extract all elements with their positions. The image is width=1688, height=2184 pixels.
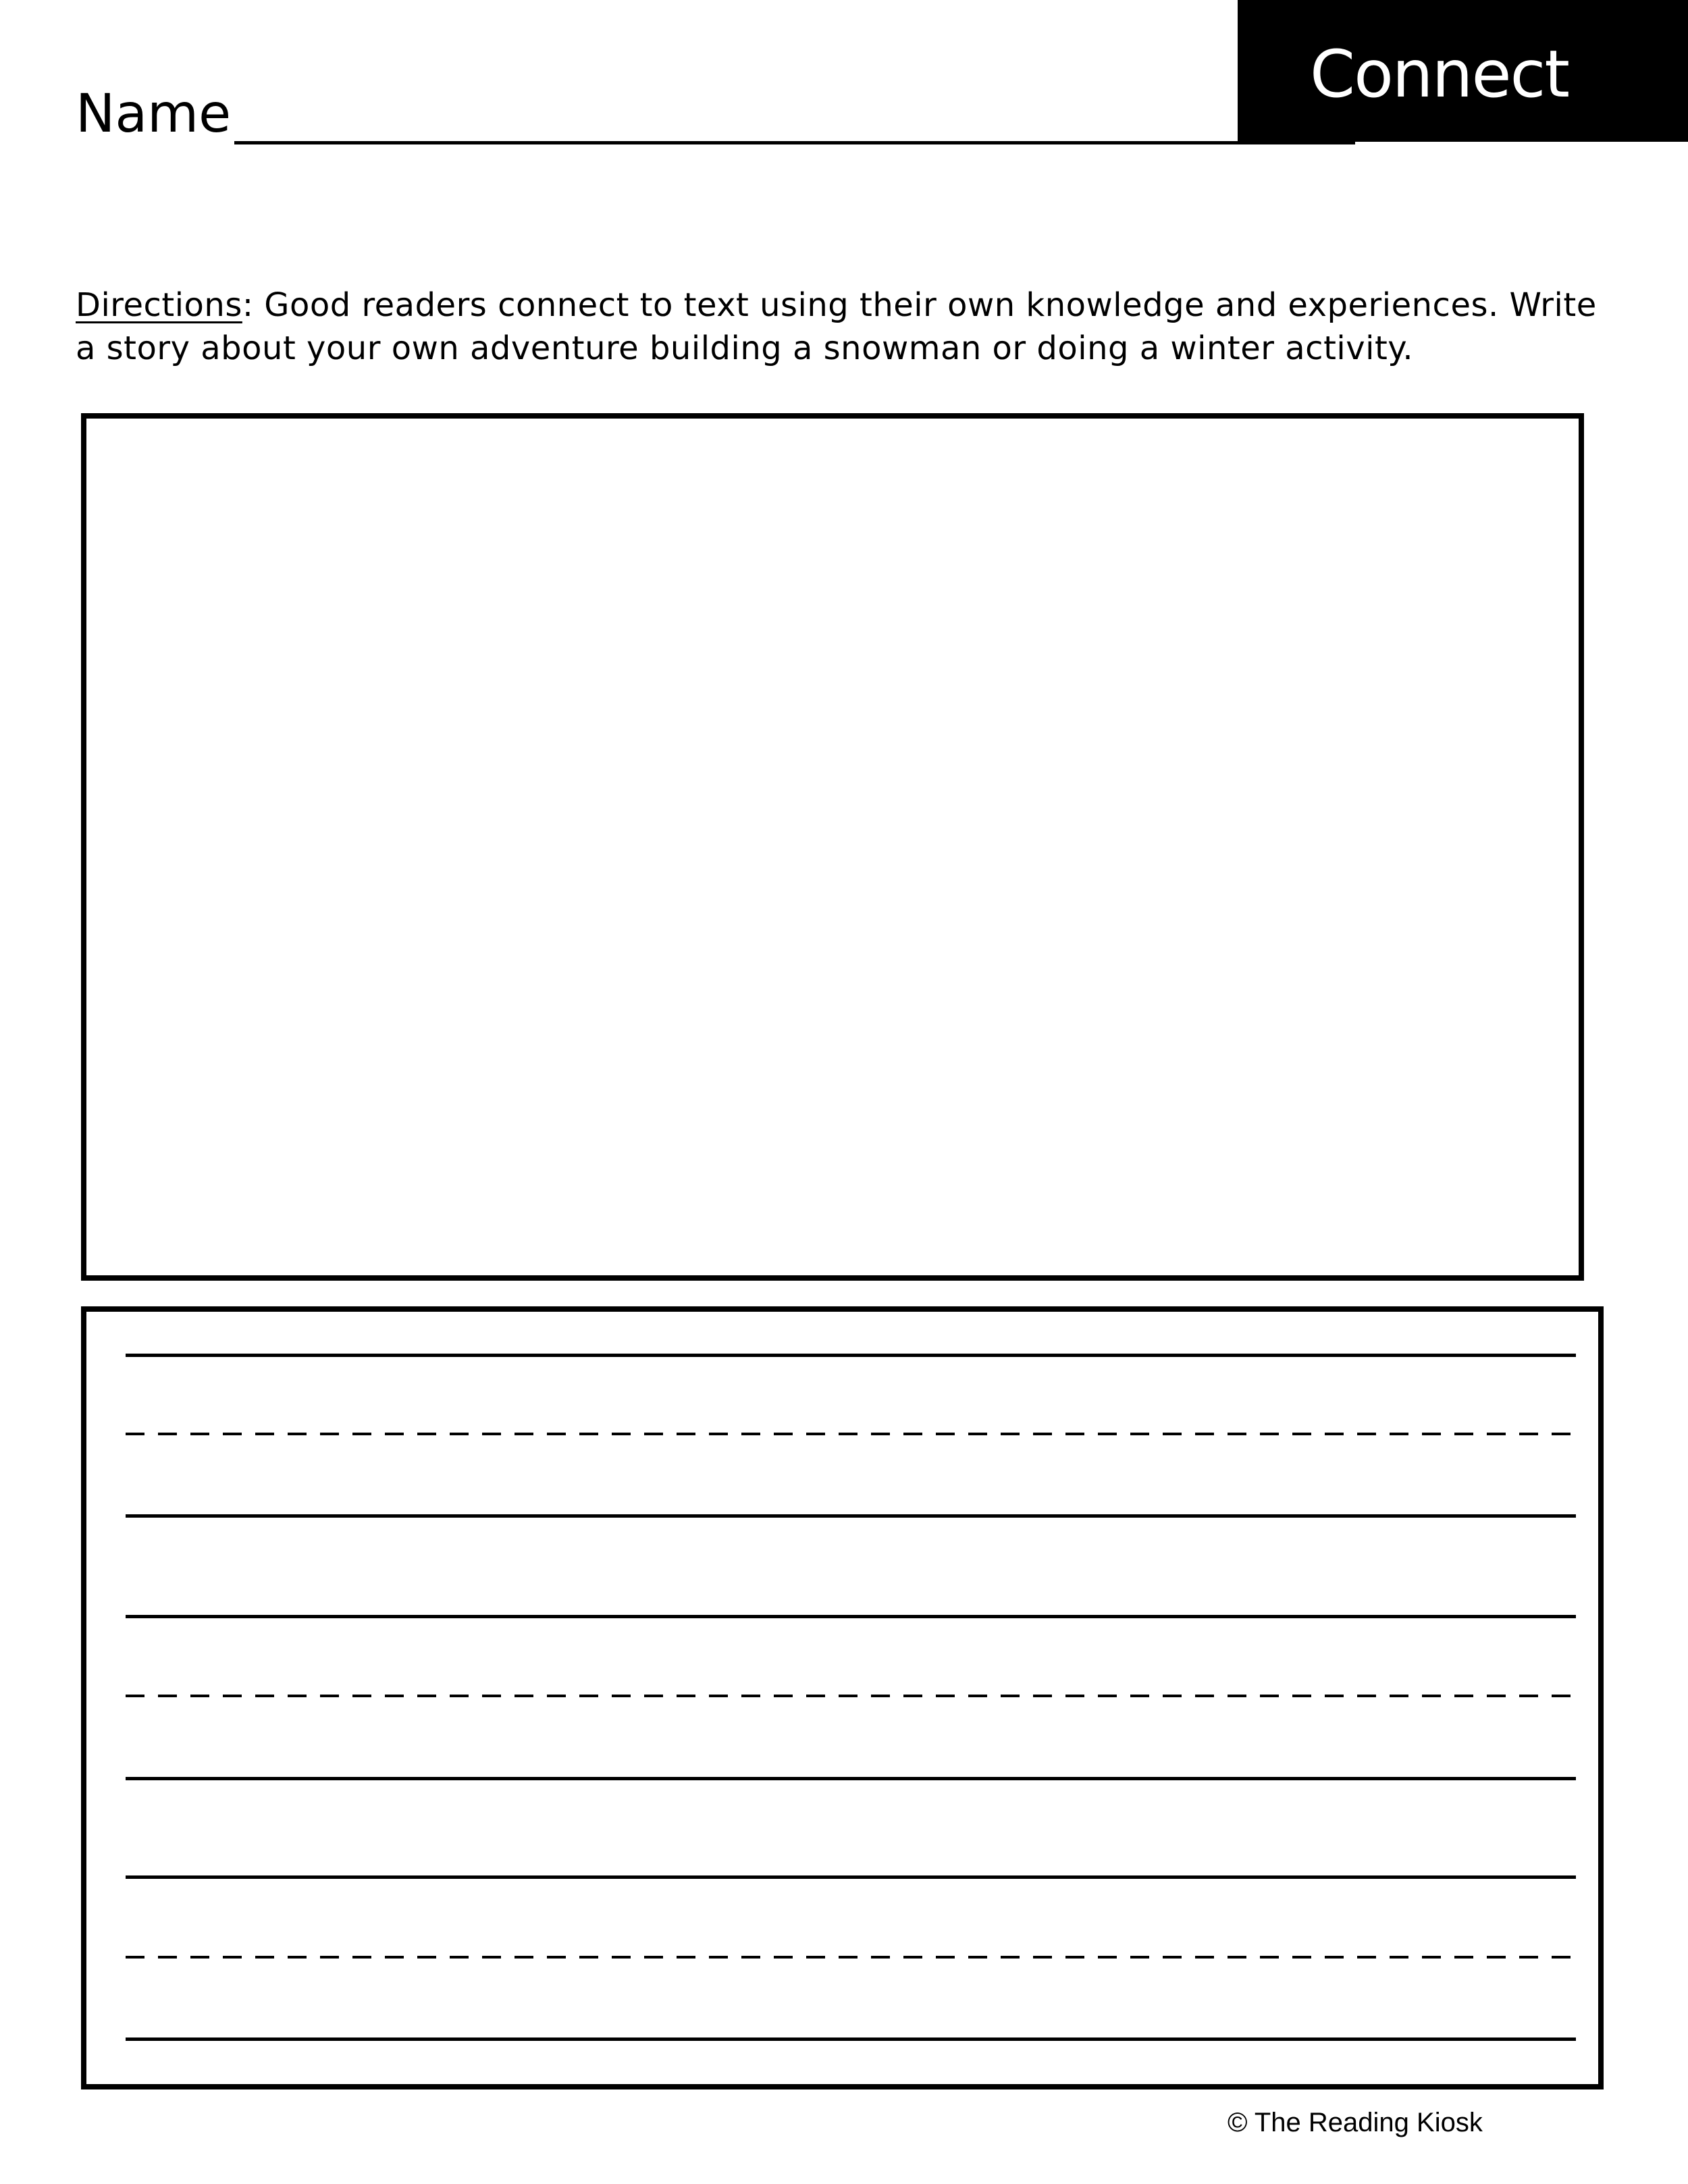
writing-box[interactable] — [81, 1306, 1604, 2089]
writing-line-middle — [126, 1433, 1576, 1435]
copyright-notice: © The Reading Kiosk — [1228, 2108, 1483, 2137]
writing-line-middle — [126, 1695, 1576, 1697]
name-write-line[interactable] — [234, 141, 1355, 144]
writing-line-base — [126, 2037, 1576, 2041]
section-tag-label: Connect — [1310, 36, 1568, 112]
drawing-box[interactable] — [81, 413, 1584, 1281]
name-label: Name — [76, 84, 232, 144]
directions-paragraph — [76, 284, 1622, 370]
directions-label: Directions — [76, 286, 242, 324]
writing-line-top — [126, 1875, 1576, 1879]
directions-text: : Good readers connect to text using their own knowledge and experiences. Write a story about your own adventure building a snowman or doing a winter activity. — [76, 286, 1597, 367]
writing-line-base — [126, 1514, 1576, 1518]
writing-line-top — [126, 1354, 1576, 1357]
section-tag — [1238, 0, 1688, 142]
writing-line-base — [126, 1777, 1576, 1780]
writing-line-middle — [126, 1956, 1576, 1959]
writing-line-top — [126, 1615, 1576, 1618]
